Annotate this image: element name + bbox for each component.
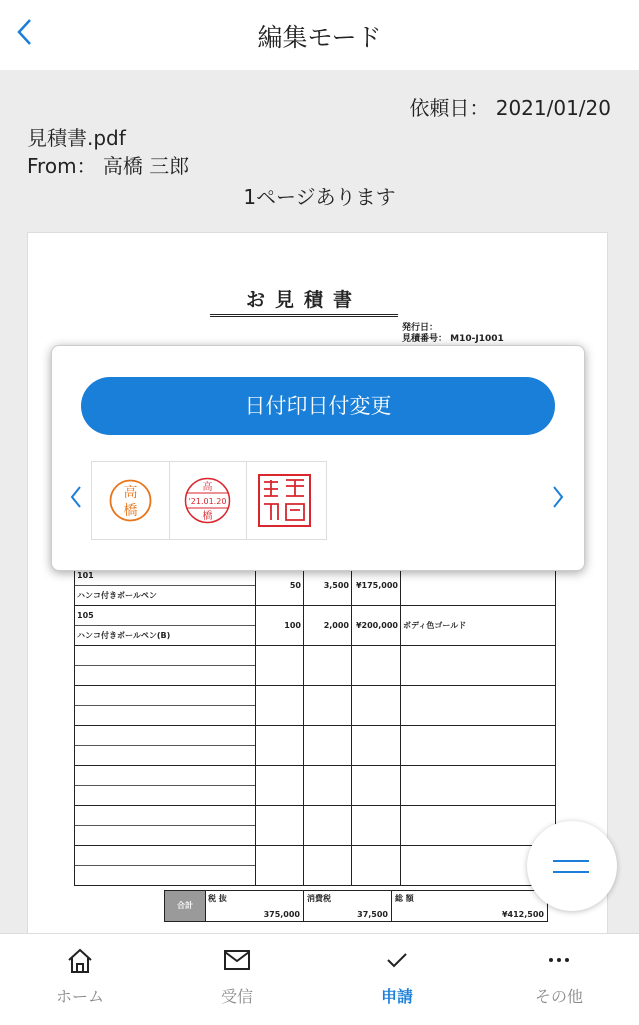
file-name: 見積書.pdf [27,126,126,150]
next-stamp-button[interactable] [550,482,566,522]
table-row [75,806,556,846]
total-label: 合計 [164,890,206,922]
tab-home-label: ホーム [55,987,104,1006]
tab-inbox[interactable] [157,934,317,1025]
stamp-option-name[interactable] [92,462,170,539]
issue-date-label: 発行日： [402,323,439,333]
item-amount: ¥175,000 [352,566,401,606]
table-row [75,646,556,686]
item-qty: 50 [256,566,304,606]
subtotal-label: 税 抜 [208,894,227,903]
item-code: 101 [75,566,255,586]
date-stamp-date: '21.01.20 [188,497,227,506]
table-row [75,846,556,886]
corporate-seal-icon [246,462,323,539]
stamp-picker-popup [51,345,585,571]
grand-total-value: ¥412,500 [501,910,544,919]
tab-inbox-label: 受信 [220,987,253,1006]
tab-more-label: その他 [534,987,583,1006]
header-bar [0,0,639,70]
stamp-text-bottom: 橋 [123,503,138,519]
item-qty: 100 [256,606,304,646]
table-row [75,726,556,766]
stamp-list [91,461,327,540]
tax-value: 37,500 [357,910,388,919]
page-title: 編集モード [257,23,382,52]
estimate-table [74,565,556,886]
bottom-tab-bar [0,933,639,1025]
grand-total-cell [392,890,548,922]
document-meta [402,323,504,345]
tax-cell [304,890,392,922]
item-remark [401,566,556,606]
document-preview[interactable] [27,232,608,954]
table-row [75,566,556,606]
home-icon [0,947,160,977]
stamp-option-date[interactable] [169,462,247,539]
table-row [75,766,556,806]
item-code: 105 [75,606,255,626]
tab-request-label: 申請 [380,987,413,1006]
sender: From： 高橋 三郎 [27,154,190,178]
tab-request[interactable] [317,934,477,1025]
grand-total-label: 総 額 [395,894,414,903]
estimate-number: 見積番号： M10-J1001 [402,334,504,344]
page-count: 1ページあります [243,185,396,209]
request-date: 依頼日： 2021/01/20 [409,96,611,120]
item-remark: ボディ色ゴールド [401,606,556,646]
check-icon [317,947,477,977]
change-stamp-date-button[interactable]: 日付印日付変更 [81,377,555,435]
item-name: ハンコ付きボールペン(B) [77,631,171,640]
item-name: ハンコ付きボールペン [77,591,157,600]
more-icon [479,947,639,977]
menu-icon [553,860,589,862]
stamp-text-top: 高 [123,485,138,501]
item-price: 3,500 [304,566,352,606]
mail-icon [157,947,317,977]
menu-fab-button[interactable] [527,821,617,911]
name-stamp-icon [92,462,169,539]
date-stamp-top: 高 [202,482,213,493]
item-amount: ¥200,000 [352,606,401,646]
item-price: 2,000 [304,606,352,646]
date-stamp-icon [169,462,246,539]
stamp-option-corporate[interactable] [246,462,323,539]
table-row [75,686,556,726]
tax-label: 消費税 [307,894,331,903]
tab-home[interactable] [0,934,160,1025]
subtotal-value: 375,000 [263,910,300,919]
subtotal-cell [205,890,304,922]
chevron-left-icon [68,483,84,511]
table-row [75,606,556,646]
document-title: お見積書 [210,285,398,317]
tab-more[interactable] [479,934,639,1025]
date-stamp-bottom: 橋 [202,511,213,522]
prev-stamp-button[interactable] [68,482,84,522]
chevron-right-icon [550,483,566,511]
